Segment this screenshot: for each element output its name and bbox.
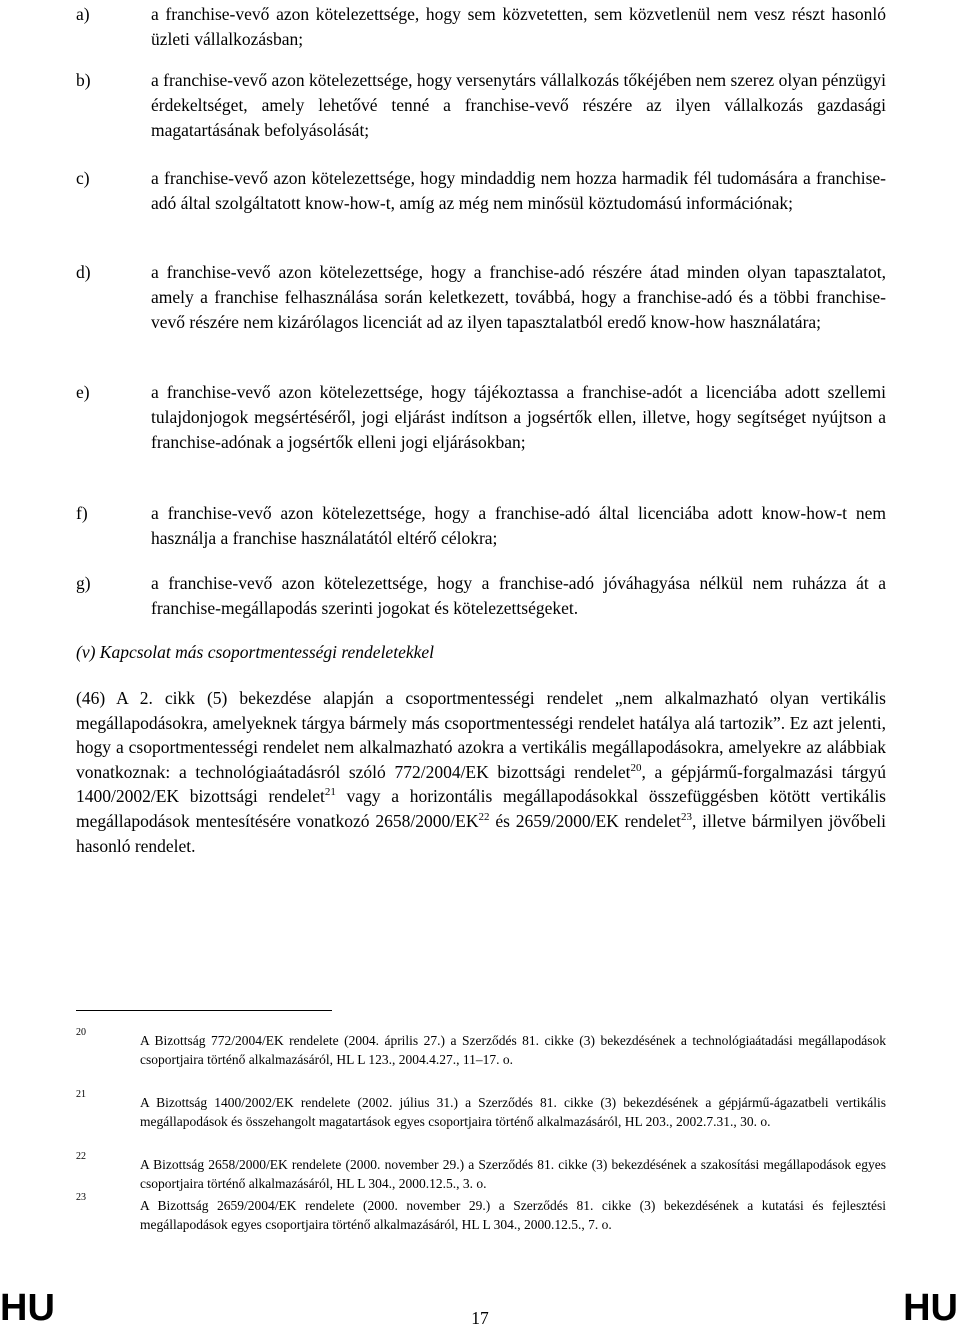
list-item-b xyxy=(76,68,886,143)
list-letter: c) xyxy=(76,168,90,188)
list-letter: g) xyxy=(76,573,91,593)
footnote-number: 21 xyxy=(76,1089,86,1100)
footnote-text: A Bizottság 2659/2004/EK rendelete (2000. november 29.) a Szerződés 81. cikke (3) bekezdésének a kutatási és fejlesztési megállapodások egyes csoportjaira történő alkalmazásáról, HL L 304., 2000.12.5., 7. o. xyxy=(140,1198,886,1232)
list-item-c xyxy=(76,166,886,216)
list-item-a xyxy=(76,2,886,52)
list-item-e xyxy=(76,380,886,455)
paragraph-text: vagy a horizontális megállapodásokkal összefüggésben kötött vertikális megállapodások mentesítésére vonatkozó 2658/2000/EK xyxy=(76,786,886,831)
list-item-text: a franchise-vevő azon kötelezettsége, hogy sem közvetetten, sem közvetlenül nem vesz részt hasonló üzleti vállalkozásban; xyxy=(151,4,886,49)
paragraph-text: (46) A 2. cikk (5) bekezdése alapján a csoportmentességi rendelet „nem alkalmazható olyan vertikális megállapodásokra, amelyeknek tárgya bármely más csoportmentességi rendelet hatálya alá tartozik”. Ez azt jelenti, hogy a csoportmentességi rendelet nem alkalmazható azokra a vertikális megállapodásokra, amelyekre az alábbiak vonatkoznak: a technológiaátadásról szóló 772/2004/EK bizottsági rendelet xyxy=(76,688,886,782)
list-item-text: a franchise-vevő azon kötelezettsége, hogy a franchise-adó részére átad minden olyan tapasztalatot, amely a franchise felhasználása során keletkezett, továbbá, hogy a franchise-adó és a többi franchise-vevő részére nem kizárólagos licenciát ad az ilyen tapasztalatból eredő know-how használatára; xyxy=(151,262,886,332)
list-letter: b) xyxy=(76,70,91,90)
footnote-text: A Bizottság 2658/2000/EK rendelete (2000. november 29.) a Szerződés 81. cikke (3) bekezdésének a szakosítási megállapodások egyes csoportjaira történő alkalmazásáról, HL L 304., 2000.12.5., 3. o. xyxy=(140,1157,886,1191)
footnote-22 xyxy=(76,1151,886,1193)
footnote-21 xyxy=(76,1089,886,1131)
footnote-text: A Bizottság 1400/2002/EK rendelete (2002. július 31.) a Szerződés 81. cikke (3) bekezdésének a gépjármű-ágazatbeli vertikális megállapodások és összehangolt magatartások egyes csoportjaira történő alkalmazásáról, HL 203., 2002.7.31., 30. o. xyxy=(140,1095,886,1129)
list-letter: a) xyxy=(76,4,90,24)
footnote-number: 22 xyxy=(76,1151,86,1162)
list-item-text: a franchise-vevő azon kötelezettsége, hogy versenytárs vállalkozás tőkéjében nem szerez olyan pénzügyi érdekeltséget, amely lehetővé tenné a franchise-vevő részére az ilyen vállalkozás gazdasági magatartásának befolyásolását; xyxy=(151,70,886,140)
footnote-ref[interactable]: 21 xyxy=(324,786,336,799)
footnote-23 xyxy=(76,1192,886,1234)
language-code-right: HU xyxy=(903,1287,958,1329)
list-letter: d) xyxy=(76,262,91,282)
page-number: 17 xyxy=(471,1308,489,1328)
list-item-d xyxy=(76,260,886,335)
footnote-ref[interactable]: 23 xyxy=(681,811,693,824)
list-item-text: a franchise-vevő azon kötelezettsége, hogy a franchise-adó által licenciába adott know-how-t nem használja a franchise használatától eltérő célokra; xyxy=(151,503,886,548)
list-letter: e) xyxy=(76,382,90,402)
paragraph-text: és 2659/2000/EK rendelet xyxy=(489,810,682,831)
paragraph-text: , illetve bármilyen jövőbeli hasonló rendelet. xyxy=(76,810,886,856)
list-item-text: a franchise-vevő azon kötelezettsége, hogy a franchise-adó jóváhagyása nélkül nem ruházza át a franchise-megállapodás szerinti jogokat és kötelezettségeket. xyxy=(151,573,886,618)
footnote-ref[interactable]: 20 xyxy=(630,761,642,774)
footnote-text: A Bizottság 772/2004/EK rendelete (2004. április 27.) a Szerződés 81. cikke (3) bekezdésének a technológiaátadási megállapodások csoportjaira történő alkalmazásáról, HL L 123., 2004.4.27., 11–17. o. xyxy=(140,1033,886,1067)
paragraph-text: , a gépjármű-forgalmazási tárgyú 1400/2002/EK bizottsági rendelet xyxy=(76,761,886,807)
list-item-text: a franchise-vevő azon kötelezettsége, hogy tájékoztassa a franchise-adót a licenciába adott szellemi tulajdonjogok megsértéséről, jogi eljárást indítson a jogsértők ellen, illetve, hogy segítséget nyújtson a franchise-adónak a jogsértők elleni jogi eljárásokban; xyxy=(151,382,886,452)
footnote-20 xyxy=(76,1027,886,1069)
section-heading: (v) Kapcsolat más csoportmentességi rendeletekkel xyxy=(76,642,434,662)
footnote-separator xyxy=(76,1010,332,1011)
list-item-text: a franchise-vevő azon kötelezettsége, hogy mindaddig nem hozza harmadik fél tudomására a franchise-adó által szolgáltatott know-how-t, amíg az még nem minősül köztudomású információnak; xyxy=(151,168,886,213)
language-code-left: HU xyxy=(0,1287,55,1329)
footnote-ref[interactable]: 22 xyxy=(478,811,490,824)
list-letter: f) xyxy=(76,503,88,523)
footnote-number: 23 xyxy=(76,1192,86,1203)
list-item-g xyxy=(76,571,886,621)
footnote-number: 20 xyxy=(76,1027,86,1038)
list-item-f xyxy=(76,501,886,551)
paragraph-46 xyxy=(76,686,886,858)
